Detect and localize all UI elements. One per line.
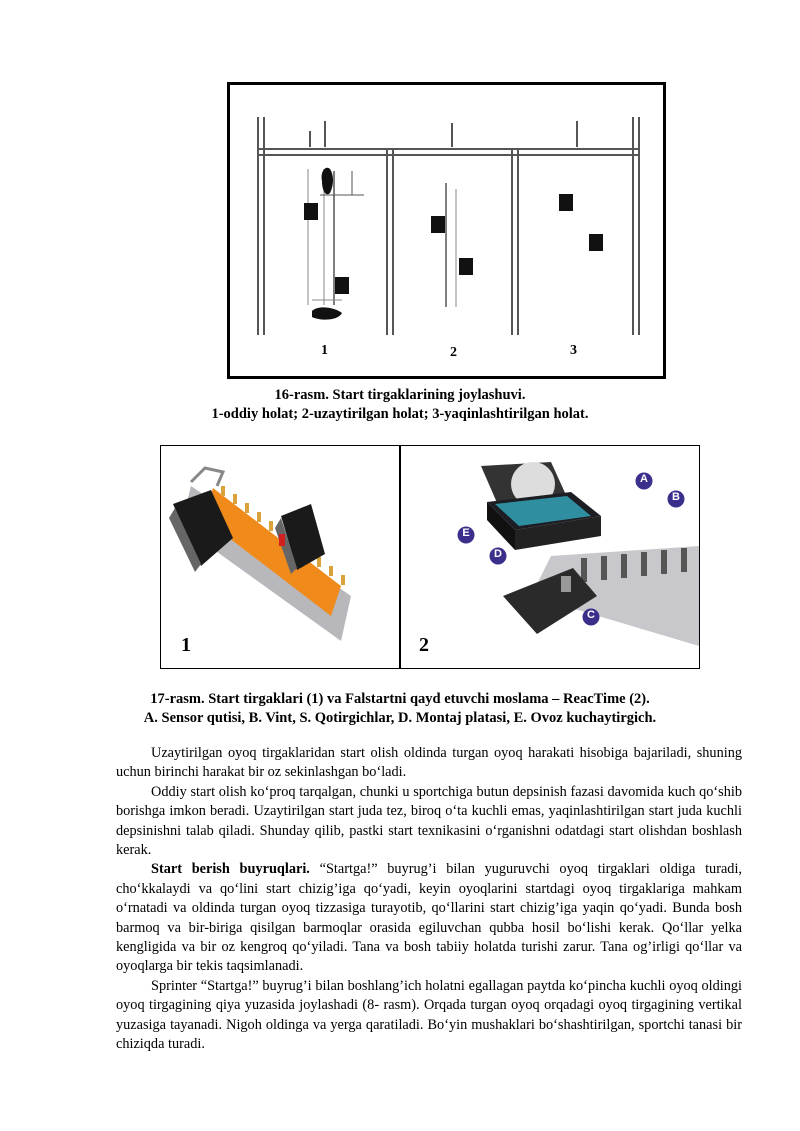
callout-d: D: [489, 547, 507, 565]
figure-17-caption-legend: A. Sensor qutisi, B. Vint, S. Qotirgichlar, D. Montaj platasi, E. Ovoz kuchaytirgich.: [143, 710, 657, 726]
lane-2-elongated: [431, 183, 473, 307]
panel-label-1: 1: [181, 634, 191, 656]
callout-c: C: [582, 608, 600, 626]
callout-a: A: [635, 472, 653, 490]
section-heading: Start berish buyruqlari.: [151, 861, 310, 878]
figure-16-diagram: [227, 82, 666, 379]
figure-16-caption-title: 16-rasm. Start tirgaklarining joylashuvi.: [274, 387, 526, 403]
figure-17-caption-title: 17-rasm. Start tirgaklari (1) va Falstartni qayd etuvchi moslama – ReacTime (2).: [150, 691, 650, 707]
figure-16-caption-legend: 1-oddiy holat; 2-uzaytirilgan holat; 3-yaqinlashtirilgan holat.: [211, 406, 589, 422]
lane-label-1: 1: [321, 343, 328, 358]
paragraph-1: Uzaytirilgan oyoq tirgaklaridan start olish oldinda turgan oyoq harakati hisobiga bajariladi, shuning uchun birinchi harakat bir oz sekinlashgan bo‘ladi.: [116, 745, 742, 781]
lane-3-bunched: [559, 194, 603, 251]
lane-1-normal: [304, 168, 364, 320]
panel-label-2: 2: [419, 634, 429, 656]
paragraph-4: Sprinter “Startga!” buyrug’i bilan boshlang’ich holatni egallagan paytda ko‘pincha kuchli oyoq oldingi oyoq tirgagining qiya yuzasida joylashadi (8- rasm). Orqada turgan oyoq orqadagi oyoq tirgagining vertikal yuzasiga tayanadi. Nigoh oldinga va yerga qaratiladi. Bo‘yin mushaklari bo‘shashtirilgan, sportchi tanasi bir chiziqda turadi.: [116, 977, 742, 1053]
start-blocks-diagram: [230, 85, 663, 376]
figure-17-photos: [160, 445, 700, 669]
lane-label-3: 3: [570, 343, 577, 358]
paragraph-2: Oddiy start olish ko‘proq tarqalgan, chunki u sportchiga butun depsinish fazasi davomida kuch qo‘shib borishga imkon beradi. Uzaytirilgan start juda tez, biroq o‘ta kuchli emas, yaqinlashtirilgan start juda kuchli depsinishni talab qiladi. Shunday qilib, pastki start texnikasini o‘rganishni odatdagi start olishdan boshlash kerak.: [116, 783, 742, 859]
callout-b: B: [667, 490, 685, 508]
paragraph-3: [116, 860, 742, 976]
paragraph-3-text: “Startga!” buyrug’i bilan yuguruvchi oyoq tirgaklari oldiga turadi, cho‘kkalaydi va qo‘lini start chizig’iga qo‘yadi, keyin oyoqlarini startdagi oyoq tirgaklariga mahkam o‘rnatadi va oldinda turgan oyoq tizzasiga turayotib, qo‘llarini start chizig’iga yaqin qo‘yadi. Bunda bosh barmoq va bir-biriga qisilgan barmoqlar orasida egiluvchan qubba hosil bo‘lishi kerak. Qo‘llar yelka kengligida va bir oz kengroq qo‘yiladi. Tana va bosh tabiiy holatda turishi zarur. Tana og’irligi qo‘llar va oyoqlarga bir tekis taqsimlanadi.: [116, 861, 742, 975]
callout-e: E: [457, 526, 475, 544]
starting-blocks-photo: [161, 446, 399, 668]
reactime-device-photo: [401, 446, 699, 668]
lane-label-2: 2: [450, 345, 457, 360]
body-text: [116, 744, 742, 1055]
